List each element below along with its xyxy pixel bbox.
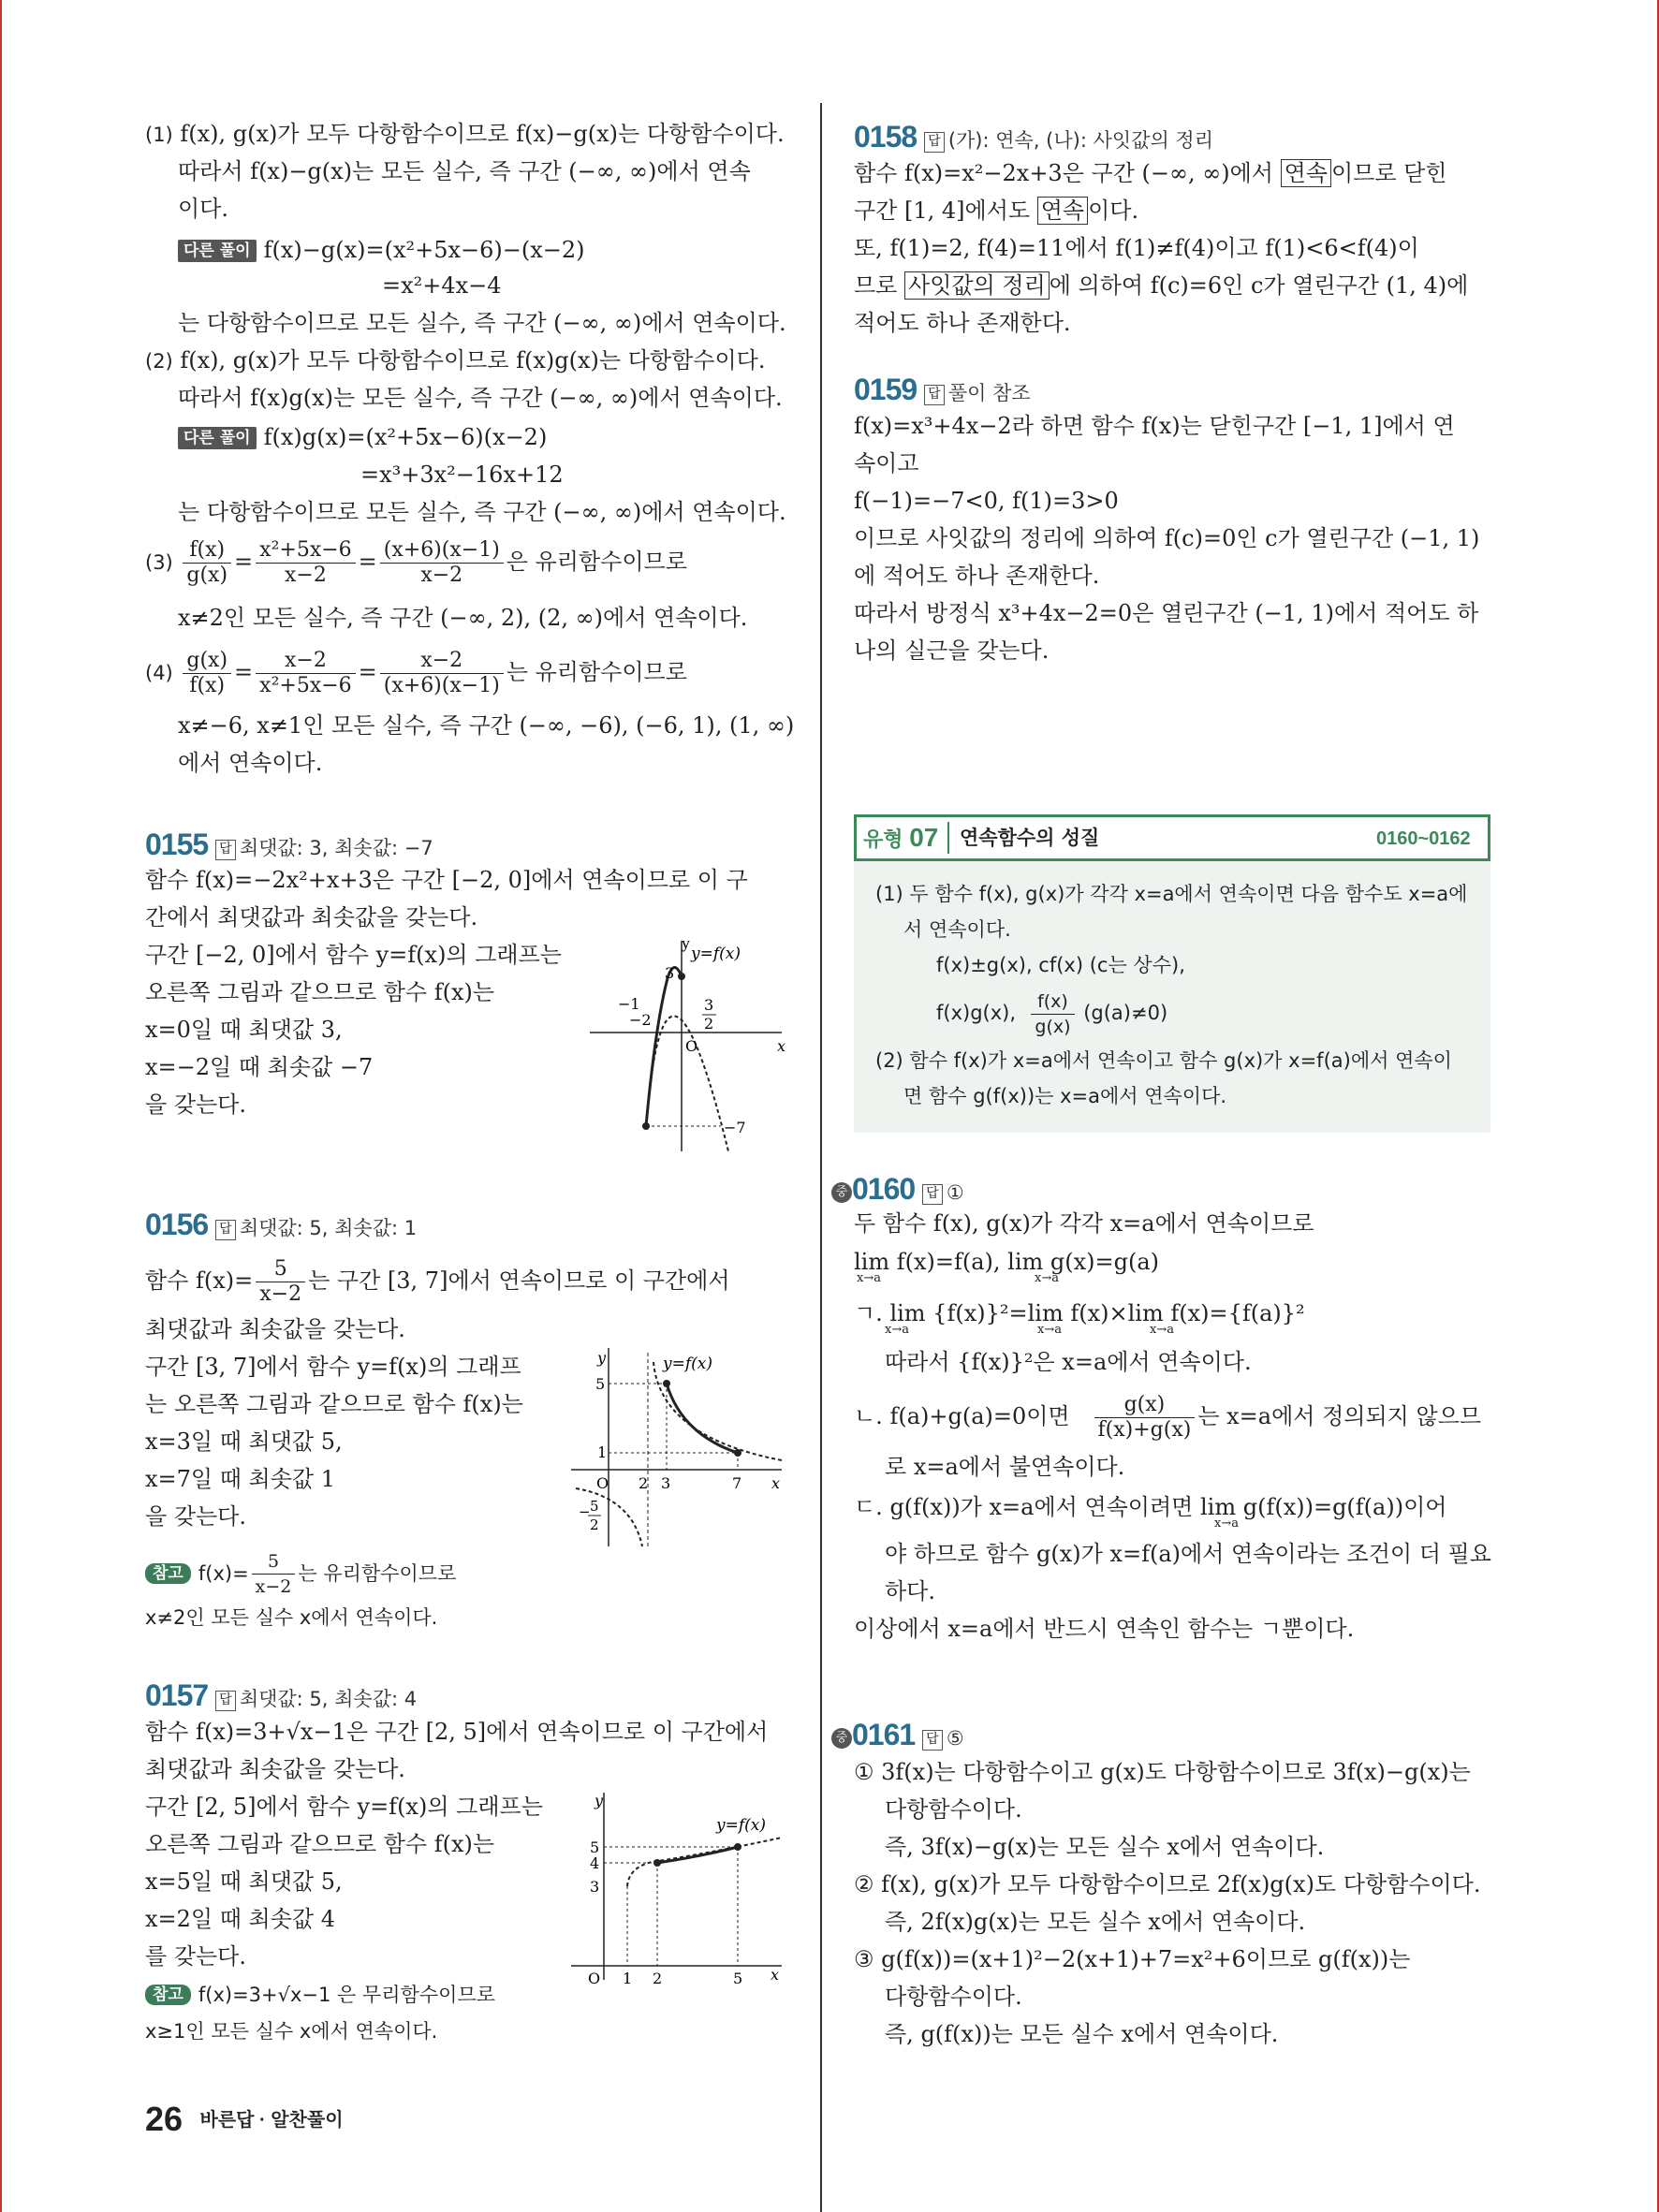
graph-tick: −7 <box>724 1119 746 1136</box>
q0156-note: 참고 f(x)= $\frac{5}{x-2}$ 는 유리함수이므로 <box>145 1549 456 1599</box>
text-line: 는 다항함수이므로 모든 실수, 즉 구간 (−∞, ∞)에서 연속이다. <box>178 310 786 336</box>
text-line: 오른쪽 그림과 같으므로 함수 f(x)는 <box>145 1831 495 1857</box>
text-line: f(−1)=−7<0, f(1)=3>0 <box>854 488 1119 514</box>
text-line: (2) 함수 f(x)가 x=a에서 연속이고 함수 g(x)가 x=f(a)에서 연속이 <box>875 1049 1452 1072</box>
text-line: 속이고 <box>854 450 919 476</box>
limit-subscript: x→a <box>1035 1271 1059 1285</box>
text-line: 면 함수 g(f(x))는 x=a에서 연속이다. <box>903 1085 1227 1107</box>
graph-tick: 5 <box>595 1375 606 1393</box>
q0156-line1: 함수 f(x)= $\frac{5}{x-2}$ 는 구간 [3, 7]에서 연속이므로 이 구간에서 <box>145 1257 730 1306</box>
text-line: (1) 두 함수 f(x), g(x)가 각각 x=a에서 연속이면 다음 함수도 x=a에 <box>875 883 1468 905</box>
q0155-header: 0155 답 최댓값: 3, 최솟값: −7 <box>145 828 433 861</box>
item-4: (4) $\frac{g(x)}{f(x)}$ = $\frac{x-2}{\text{x²+5x−6}}$ = $\frac{x-2}{(x+6)(x-1)}$ 는 유리함수이므로 <box>145 649 687 697</box>
text-line: 구간 [3, 7]에서 함수 y=f(x)의 그래프 <box>145 1354 521 1380</box>
graph-tick: −1 <box>618 995 640 1013</box>
graph-label: y <box>595 1793 604 1809</box>
q0160-header: 중 0160 답 ① <box>831 1172 964 1209</box>
q0158-header: 0158 답 (가): 연속, (나): 사잇값의 정리 <box>854 120 1213 154</box>
graph-label: x <box>771 1474 781 1492</box>
q0157-note: 참고 f(x)=3+√x−1 은 무리함수이므로 <box>145 1980 495 2009</box>
limit-subscript: x→a <box>1037 1323 1062 1337</box>
graph-0155 <box>590 941 786 1156</box>
text-line: 을 갖는다. <box>145 1503 246 1530</box>
text-line: 따라서 {f(x)}²은 x=a에서 연속이다. <box>885 1349 1252 1375</box>
text-line: 이상에서 x=a에서 반드시 연속인 함수는 ㄱ뿐이다. <box>854 1616 1355 1642</box>
graph-tick: 1 <box>623 1970 633 1985</box>
graph-tick: 2 <box>704 1015 714 1033</box>
text-line: x≠−6, x≠1인 모든 실수, 즉 구간 (−∞, −6), (−6, 1), (1, ∞) <box>178 712 795 739</box>
limit-subscript: x→a <box>857 1271 881 1285</box>
text-line: 따라서 f(x)−g(x)는 모든 실수, 즉 구간 (−∞, ∞)에서 연속 <box>178 158 751 184</box>
text-line: 구간 [2, 5]에서 함수 y=f(x)의 그래프는 <box>145 1794 543 1820</box>
graph-tick: O <box>685 1037 698 1055</box>
text-line: 다항함수이다. <box>885 1984 1022 2010</box>
graph-tick: 2 <box>590 1516 599 1533</box>
text-line: 서 연속이다. <box>903 918 1011 941</box>
text-line: ① 3f(x)는 다항함수이고 g(x)도 다항함수이므로 3f(x)−g(x)는 <box>854 1759 1471 1785</box>
item-2: (2) f(x), g(x)가 모두 다항함수이므로 f(x)g(x)는 다항함수이다. <box>145 347 766 374</box>
limit-subscript: x→a <box>1150 1323 1174 1337</box>
item-3: (3) $\frac{f(x)}{g(x)}$ = $\frac{\text{x²+5x−6}}{x-2}$ = $\frac{(x+6)(x-1)}{x-2}$ 은 유리함수이므로 <box>145 538 687 587</box>
text-line: 즉, 2f(x)g(x)는 모든 실수 x에서 연속이다. <box>885 1909 1306 1935</box>
q0160-frac-line: ㄴ. f(a)+g(a)=0이면 $\frac{g(x)}{f(x)+g(x)}$ 는 x=a에서 정의되지 않으므 <box>854 1393 1482 1442</box>
text-line: x≠2인 모든 실수, 즉 구간 (−∞, 2), (2, ∞)에서 연속이다. <box>178 605 748 631</box>
graph-0156 <box>571 1348 786 1549</box>
text-line: 최댓값과 최솟값을 갖는다. <box>145 1316 405 1342</box>
graph-tick: 3 <box>661 1474 671 1492</box>
text-line: x=7일 때 최솟값 1 <box>145 1466 335 1492</box>
text-line: 구간 [−2, 0]에서 함수 y=f(x)의 그래프는 <box>145 942 562 968</box>
graph-tick: 5 <box>590 1498 599 1515</box>
graph-label: x <box>771 1966 780 1984</box>
text-line: 는 다항함수이므로 모든 실수, 즉 구간 (−∞, ∞)에서 연속이다. <box>178 499 786 525</box>
text-line: 이므로 사잇값의 정리에 의하여 f(c)=0인 c가 열린구간 (−1, 1) <box>854 525 1480 551</box>
text-line: x=−2일 때 최솟값 −7 <box>145 1054 374 1080</box>
text-line: 는 오른쪽 그림과 같으므로 함수 f(x)는 <box>145 1391 523 1417</box>
text-line: 이다. <box>178 196 228 222</box>
graph-label: y <box>597 1349 607 1367</box>
text-line: 즉, 3f(x)−g(x)는 모든 실수 x에서 연속이다. <box>885 1834 1325 1860</box>
item-1: (1) f(x), g(x)가 모두 다항함수이므로 f(x)−g(x)는 다항함수이다. <box>145 121 785 147</box>
text-line: 야 하므로 함수 g(x)가 x=f(a)에서 연속이라는 조건이 더 필요 <box>885 1541 1491 1567</box>
graph-tick: 3 <box>665 964 675 982</box>
text-line: x≠2인 모든 실수 x에서 연속이다. <box>145 1606 438 1629</box>
type-07-sep <box>947 822 949 854</box>
text-line: 두 함수 f(x), g(x)가 각각 x=a에서 연속이므로 <box>854 1210 1314 1237</box>
q0157-header: 0157 답 최댓값: 5, 최솟값: 4 <box>145 1678 418 1712</box>
graph-label: y=f(x) <box>716 1816 766 1835</box>
alt-solution-2: 다른 풀이 f(x)g(x)=(x²+5x−6)(x−2) <box>178 423 547 451</box>
text-line: x=5일 때 최댓값 5, <box>145 1868 343 1895</box>
text-line: 다항함수이다. <box>885 1796 1022 1823</box>
text-line: 따라서 방정식 x³+4x−2=0은 열린구간 (−1, 1)에서 적어도 하 <box>854 600 1479 626</box>
graph-tick: 5 <box>733 1970 743 1985</box>
q0156-header: 0156 답 최댓값: 5, 최솟값: 1 <box>145 1208 418 1241</box>
graph-label: y=f(x) <box>691 945 741 963</box>
text-line: 함수 f(x)=3+√x−1은 구간 [2, 5]에서 연속이므로 이 구간에서 <box>145 1719 769 1745</box>
graph-tick: 4 <box>590 1854 600 1872</box>
graph-tick: O <box>596 1474 609 1492</box>
type-07-range: 0160~0162 <box>1376 828 1471 849</box>
text-line: 하다. <box>885 1578 935 1604</box>
page-footer <box>145 2100 344 2139</box>
graph-tick: −2 <box>629 1011 652 1029</box>
q0158-line1: 함수 f(x)=x²−2x+3은 구간 (−∞, ∞)에서 연속 이므로 닫힌 <box>854 160 1447 186</box>
text-line: f(x)±g(x), cf(x) (c는 상수), <box>936 954 1185 976</box>
text-line: x≥1인 모든 실수 x에서 연속이다. <box>145 2020 438 2043</box>
alt-solution-1: 다른 풀이 f(x)−g(x)=(x²+5x−6)−(x−2) <box>178 236 585 264</box>
graph-tick: 3 <box>704 996 714 1014</box>
text-line: x=3일 때 최댓값 5, <box>145 1428 343 1455</box>
text-line: 에서 연속이다. <box>178 750 323 776</box>
page-number: 26 <box>145 2100 184 2138</box>
q0159-header: 0159 답 풀이 참조 <box>854 373 1031 406</box>
text-line: lim f(x)=f(a), lim g(x)=g(a) <box>854 1249 1160 1275</box>
graph-tick: 2 <box>653 1970 663 1985</box>
q0158-line2: 구간 [1, 4]에서도 연속 이다. <box>854 198 1139 224</box>
text-line: ③ g(f(x))=(x+1)²−2(x+1)+7=x²+6이므로 g(f(x))는 <box>854 1946 1411 1972</box>
text-line: x=0일 때 최댓값 3, <box>145 1017 343 1043</box>
q0158-line4: 므로 사잇값의 정리 에 의하여 f(c)=6인 c가 열린구간 (1, 4)에 <box>854 272 1469 299</box>
text-line: 간에서 최댓값과 최솟값을 갖는다. <box>145 904 478 930</box>
text-line: 오른쪽 그림과 같으므로 함수 f(x)는 <box>145 979 495 1005</box>
text-line: 또, f(1)=2, f(4)=11에서 f(1)≠f(4)이고 f(1)<6<f(4)이 <box>854 235 1419 261</box>
type-07-tag: 유형 07 <box>863 823 939 852</box>
type-07-frac-line: f(x)g(x), $\frac{f(x)}{g(x)}$ (g(a)≠0) <box>936 990 1168 1037</box>
column-divider <box>820 103 822 2212</box>
text-line: f(x)=x³+4x−2라 하면 함수 f(x)는 닫힌구간 [−1, 1]에서 연 <box>854 413 1455 439</box>
text-line: 를 갖는다. <box>145 1943 246 1970</box>
limit-subscript: x→a <box>1214 1516 1239 1531</box>
text-line: =x²+4x−4 <box>382 272 502 299</box>
text-line: 로 x=a에서 불연속이다. <box>885 1454 1125 1480</box>
graph-0157 <box>571 1793 786 1985</box>
q0161-header: 중 0161 답 ⑤ <box>831 1718 964 1755</box>
graph-tick: 3 <box>590 1878 600 1896</box>
text-line: 함수 f(x)=−2x²+x+3은 구간 [−2, 0]에서 연속이므로 이 구 <box>145 867 748 893</box>
text-line: ② f(x), g(x)가 모두 다항함수이므로 2f(x)g(x)도 다항함수이다. <box>854 1871 1481 1897</box>
footer-label: 바른답 · 알찬풀이 <box>199 2110 344 2131</box>
graph-label: x <box>777 1037 786 1055</box>
graph-label: y <box>682 941 691 952</box>
graph-tick: 2 <box>639 1474 649 1492</box>
text-line: ㄷ. g(f(x))가 x=a에서 연속이려면 lim g(f(x))=g(f(a))이어 <box>854 1494 1447 1520</box>
text-line: 나의 실근을 갖는다. <box>854 637 1050 664</box>
limit-subscript: x→a <box>885 1323 909 1337</box>
text-line: 따라서 f(x)g(x)는 모든 실수, 즉 구간 (−∞, ∞)에서 연속이다. <box>178 385 783 411</box>
graph-tick: − <box>579 1503 591 1520</box>
type-07-title: 연속함수의 성질 <box>960 827 1100 849</box>
text-line: 적어도 하나 존재한다. <box>854 310 1071 336</box>
text-line: ㄱ. lim {f(x)}²=lim f(x)×lim f(x)={f(a)}² <box>854 1300 1305 1326</box>
graph-tick: 7 <box>732 1474 742 1492</box>
graph-label: y=f(x) <box>663 1355 712 1373</box>
text-line: 최댓값과 최솟값을 갖는다. <box>145 1756 405 1782</box>
graph-tick: 1 <box>597 1443 608 1461</box>
text-line: 즉, g(f(x))는 모든 실수 x에서 연속이다. <box>885 2021 1279 2047</box>
graph-tick: 5 <box>590 1838 600 1856</box>
text-line: 에 적어도 하나 존재한다. <box>854 563 1100 589</box>
graph-tick: O <box>588 1970 601 1985</box>
text-line: 을 갖는다. <box>145 1091 246 1118</box>
text-line: x=2일 때 최솟값 4 <box>145 1906 335 1932</box>
text-line: =x³+3x²−16x+12 <box>360 461 564 488</box>
